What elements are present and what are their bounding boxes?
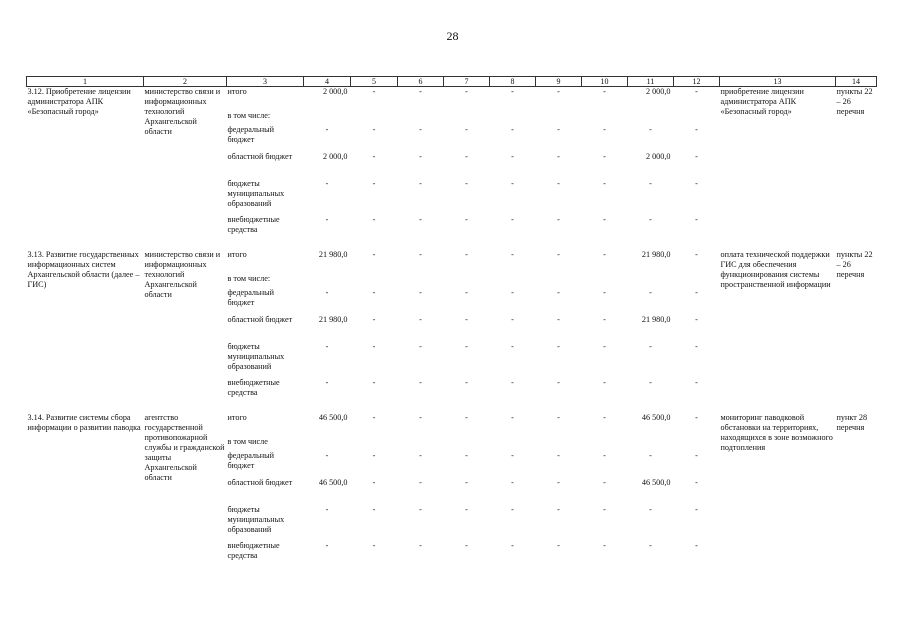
empty-cell [490, 111, 536, 125]
dash-cell: - [557, 378, 560, 387]
dash-cell: - [372, 152, 376, 161]
dash-cell: - [419, 87, 422, 96]
empty-cell [398, 111, 444, 125]
funding-source-label: в том числе: [227, 111, 271, 120]
column-number-14: 14 [836, 77, 877, 87]
dash-cell: - [695, 541, 698, 550]
dash-cell: - [603, 152, 606, 161]
dash-cell: - [325, 215, 329, 224]
amount-year-cell: 46 500,0 [641, 478, 671, 487]
dash-cell: - [419, 413, 422, 422]
empty-cell [351, 111, 398, 125]
funding-source-label: бюджеты муниципальных образований [227, 342, 285, 371]
expected-result-cell: мониторинг паводковой обстановки на территориях, находящихся в зоне возможного подтопления [720, 413, 833, 452]
dash-cell: - [649, 125, 652, 134]
dash-cell: - [695, 342, 698, 351]
dash-cell: - [695, 250, 698, 259]
dash-cell: - [603, 315, 606, 324]
funding-source-label: бюджеты муниципальных образований [227, 179, 285, 208]
dash-cell: - [372, 378, 376, 387]
funding-source-label: внебюджетные средства [227, 378, 280, 397]
dash-cell: - [419, 451, 422, 460]
dash-cell: - [465, 152, 468, 161]
column-number-3: 3 [227, 77, 304, 87]
dash-cell: - [557, 179, 560, 188]
dash-cell: - [372, 451, 376, 460]
dash-cell: - [372, 342, 376, 351]
dash-cell: - [603, 125, 606, 134]
dash-cell: - [557, 413, 560, 422]
dash-cell: - [465, 288, 468, 297]
dash-cell: - [511, 288, 514, 297]
dash-cell: - [511, 315, 514, 324]
amount-total-cell: 2 000,0 [322, 87, 348, 96]
funding-source-label: областной бюджет [227, 315, 293, 324]
block-gap [27, 240, 877, 250]
amount-year-cell: 21 980,0 [641, 315, 671, 324]
column-number-12: 12 [674, 77, 720, 87]
dash-cell: - [695, 125, 698, 134]
activity-name-cell: 3.13. Развитие государственных информационных систем Архангельской области (далее – ГИС) [27, 250, 140, 289]
dash-cell: - [372, 541, 376, 550]
amount-total-cell: 2 000,0 [322, 152, 348, 161]
dash-cell: - [557, 87, 560, 96]
dash-cell: - [419, 288, 422, 297]
empty-cell [582, 274, 628, 288]
amount-year-cell: 46 500,0 [641, 413, 671, 422]
dash-cell: - [557, 288, 560, 297]
dash-cell: - [465, 378, 468, 387]
dash-cell: - [419, 541, 422, 550]
table-row [27, 250, 877, 274]
amount-year-cell: 2 000,0 [645, 152, 671, 161]
dash-cell: - [695, 215, 698, 224]
dash-cell: - [419, 505, 422, 514]
dash-cell: - [603, 478, 606, 487]
block-gap-cell [27, 240, 877, 250]
dash-cell: - [649, 451, 652, 460]
dash-cell: - [603, 179, 606, 188]
dash-cell: - [465, 478, 468, 487]
expected-result-cell: оплата технической поддержки ГИС для обеспечения функционирования системы пространственной информации [720, 250, 831, 289]
dash-cell: - [372, 413, 376, 422]
dash-cell: - [372, 87, 376, 96]
column-number-1: 1 [27, 77, 144, 87]
funding-source-label: федеральный бюджет [227, 125, 275, 144]
executor-cell: министерство связи и информационных технологий Архангельской области [144, 250, 221, 299]
activity-name-cell: 3.14. Развитие системы сбора информации о развитии паводка [27, 413, 141, 432]
dash-cell: - [325, 179, 329, 188]
dash-cell: - [419, 315, 422, 324]
dash-cell: - [557, 541, 560, 550]
dash-cell: - [419, 342, 422, 351]
dash-cell: - [325, 125, 329, 134]
dash-cell: - [511, 451, 514, 460]
dash-cell: - [372, 125, 376, 134]
dash-cell: - [372, 478, 376, 487]
table-row [27, 87, 877, 112]
dash-cell: - [372, 315, 376, 324]
indicator-link-cell: пункты 22 – 26 перечня [836, 87, 873, 116]
dash-cell: - [511, 342, 514, 351]
empty-cell [444, 274, 490, 288]
column-number-11: 11 [628, 77, 674, 87]
dash-cell: - [325, 342, 329, 351]
block-gap [27, 403, 877, 413]
amount-year-cell: 21 980,0 [641, 250, 671, 259]
dash-cell: - [419, 215, 422, 224]
amount-total-cell: 46 500,0 [318, 413, 348, 422]
table-row [27, 413, 877, 437]
dash-cell: - [603, 87, 606, 96]
dash-cell: - [511, 125, 514, 134]
dash-cell: - [649, 288, 652, 297]
amount-total-cell: 46 500,0 [318, 478, 348, 487]
empty-cell [351, 437, 398, 451]
dash-cell: - [465, 413, 468, 422]
empty-cell [398, 437, 444, 451]
empty-cell [444, 437, 490, 451]
dash-cell: - [695, 87, 698, 96]
dash-cell: - [695, 478, 698, 487]
dash-cell: - [465, 451, 468, 460]
column-number-2: 2 [144, 77, 227, 87]
funding-source-label: внебюджетные средства [227, 215, 280, 234]
dash-cell: - [603, 288, 606, 297]
dash-cell: - [695, 288, 698, 297]
funding-source-label: областной бюджет [227, 478, 293, 487]
amount-total-cell: 21 980,0 [318, 315, 348, 324]
funding-source-label: бюджеты муниципальных образований [227, 505, 285, 534]
column-number-6: 6 [398, 77, 444, 87]
indicator-link-cell: пункт 28 перечня [836, 413, 868, 432]
dash-cell: - [325, 505, 329, 514]
column-number-13: 13 [720, 77, 836, 87]
dash-cell: - [465, 215, 468, 224]
funding-source-label: федеральный бюджет [227, 451, 275, 470]
block-gap-cell [27, 403, 877, 413]
empty-cell [304, 111, 351, 125]
dash-cell: - [649, 505, 652, 514]
dash-cell: - [511, 478, 514, 487]
dash-cell: - [695, 179, 698, 188]
dash-cell: - [511, 505, 514, 514]
dash-cell: - [511, 87, 514, 96]
dash-cell: - [557, 451, 560, 460]
dash-cell: - [649, 179, 652, 188]
dash-cell: - [603, 250, 606, 259]
dash-cell: - [603, 541, 606, 550]
funding-source-label: итого [227, 413, 247, 422]
dash-cell: - [465, 87, 468, 96]
column-number-5: 5 [351, 77, 398, 87]
empty-cell [536, 437, 582, 451]
dash-cell: - [465, 125, 468, 134]
dash-cell: - [695, 315, 698, 324]
dash-cell: - [511, 179, 514, 188]
dash-cell: - [603, 505, 606, 514]
funding-source-label: областной бюджет [227, 152, 293, 161]
activity-name-cell: 3.12. Приобретение лицензии администратора АПК «Безопасный город» [27, 87, 131, 116]
amount-total-cell: 21 980,0 [318, 250, 348, 259]
column-number-7: 7 [444, 77, 490, 87]
program-activities-table [26, 76, 877, 566]
indicator-link-cell: пункты 22 – 26 перечня [836, 250, 873, 279]
dash-cell: - [372, 179, 376, 188]
dash-cell: - [511, 541, 514, 550]
expected-result-cell: приобретение лицензии администратора АПК «Безопасный город» [720, 87, 804, 116]
column-number-10: 10 [582, 77, 628, 87]
dash-cell: - [603, 215, 606, 224]
dash-cell: - [649, 215, 652, 224]
funding-source-label: внебюджетные средства [227, 541, 280, 560]
dash-cell: - [603, 342, 606, 351]
funding-source-label: в том числе: [227, 274, 271, 283]
dash-cell: - [419, 478, 422, 487]
dash-cell: - [419, 250, 422, 259]
dash-cell: - [372, 215, 376, 224]
empty-cell [628, 437, 674, 451]
empty-cell [536, 111, 582, 125]
dash-cell: - [649, 378, 652, 387]
dash-cell: - [325, 451, 329, 460]
column-number-9: 9 [536, 77, 582, 87]
dash-cell: - [695, 505, 698, 514]
dash-cell: - [603, 413, 606, 422]
dash-cell: - [557, 315, 560, 324]
empty-cell [582, 111, 628, 125]
empty-cell [304, 274, 351, 288]
dash-cell: - [649, 342, 652, 351]
empty-cell [536, 274, 582, 288]
dash-cell: - [419, 179, 422, 188]
funding-source-label: федеральный бюджет [227, 288, 275, 307]
funding-source-label: в том числе [227, 437, 268, 446]
dash-cell: - [465, 505, 468, 514]
dash-cell: - [511, 378, 514, 387]
empty-cell [628, 111, 674, 125]
dash-cell: - [465, 315, 468, 324]
dash-cell: - [695, 413, 698, 422]
dash-cell: - [465, 250, 468, 259]
empty-cell [351, 274, 398, 288]
column-number-4: 4 [304, 77, 351, 87]
dash-cell: - [557, 215, 560, 224]
amount-year-cell: 2 000,0 [645, 87, 671, 96]
dash-cell: - [465, 541, 468, 550]
dash-cell: - [557, 342, 560, 351]
dash-cell: - [372, 250, 376, 259]
dash-cell: - [695, 378, 698, 387]
dash-cell: - [557, 478, 560, 487]
executor-cell: агентство государственной противопожарной службы и гражданской защиты Архангельской области [144, 413, 225, 482]
dash-cell: - [465, 342, 468, 351]
executor-cell: министерство связи и информационных технологий Архангельской области [144, 87, 221, 136]
empty-cell [628, 274, 674, 288]
empty-cell [444, 111, 490, 125]
dash-cell: - [372, 505, 376, 514]
dash-cell: - [557, 505, 560, 514]
dash-cell: - [603, 451, 606, 460]
dash-cell: - [511, 152, 514, 161]
empty-cell [674, 274, 720, 288]
dash-cell: - [419, 152, 422, 161]
dash-cell: - [511, 413, 514, 422]
dash-cell: - [511, 250, 514, 259]
column-number-8: 8 [490, 77, 536, 87]
dash-cell: - [695, 451, 698, 460]
funding-source-label: итого [227, 87, 247, 96]
page-number: 28 [446, 29, 459, 43]
empty-cell [674, 111, 720, 125]
dash-cell: - [557, 250, 560, 259]
dash-cell: - [557, 125, 560, 134]
empty-cell [490, 437, 536, 451]
column-number-header [27, 77, 877, 87]
empty-cell [398, 274, 444, 288]
dash-cell: - [325, 541, 329, 550]
dash-cell: - [419, 378, 422, 387]
empty-cell [304, 437, 351, 451]
dash-cell: - [372, 288, 376, 297]
dash-cell: - [557, 152, 560, 161]
dash-cell: - [511, 215, 514, 224]
dash-cell: - [465, 179, 468, 188]
empty-cell [582, 437, 628, 451]
dash-cell: - [325, 288, 329, 297]
empty-cell [490, 274, 536, 288]
empty-cell [674, 437, 720, 451]
dash-cell: - [649, 541, 652, 550]
dash-cell: - [419, 125, 422, 134]
dash-cell: - [603, 378, 606, 387]
dash-cell: - [325, 378, 329, 387]
funding-source-label: итого [227, 250, 247, 259]
dash-cell: - [695, 152, 698, 161]
